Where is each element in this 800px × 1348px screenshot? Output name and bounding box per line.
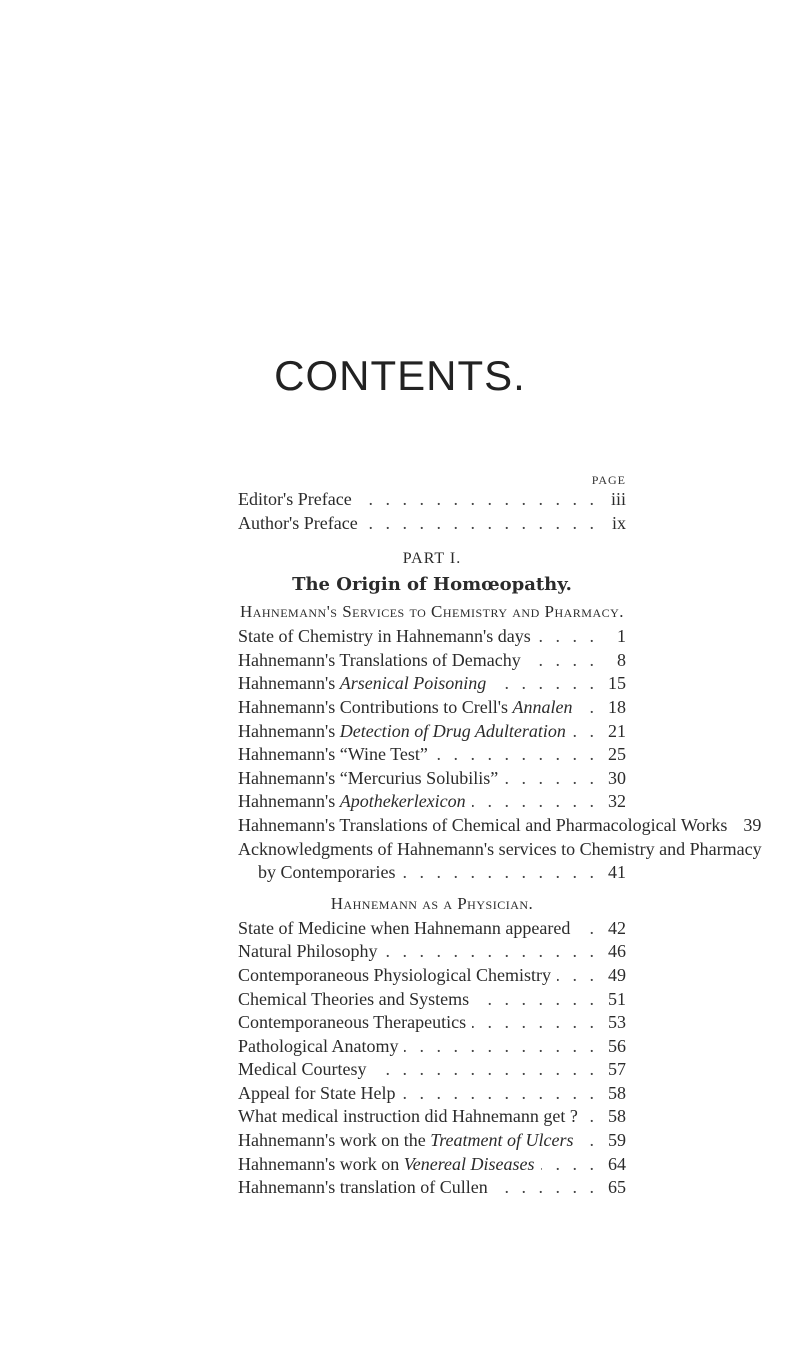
entry-label [238, 1129, 574, 1153]
entry-label: Hahnemann's translation of Cullen [238, 1177, 488, 1198]
dot-leader [358, 488, 598, 512]
entry-page: 46 [608, 941, 626, 962]
entry-label-continued: by Contemporaries [258, 862, 396, 883]
toc-entry [238, 1082, 626, 1106]
dot-leader [475, 988, 598, 1012]
entry-page: ix [611, 512, 626, 533]
entry-page: 57 [608, 1059, 626, 1080]
entry-page: 65 [608, 1177, 626, 1198]
toc-entry [238, 1129, 626, 1153]
toc-entry [238, 720, 626, 744]
entry-page: 49 [608, 964, 626, 985]
toc-entry [238, 1011, 626, 1035]
dot-leader [576, 917, 598, 941]
entry-page: 25 [608, 744, 626, 765]
entry-label-prefix: Hahnemann's [238, 673, 340, 694]
dot-leader [572, 720, 598, 744]
entry-label-title: Apothekerlexicon [339, 791, 466, 812]
toc-entry-acknowledgments-line2 [238, 861, 626, 885]
entry-page: 8 [617, 649, 626, 670]
entry-label: Hahnemann's “Wine Test” [238, 744, 428, 765]
entry-label-title: Detection of Drug Adulteration [339, 720, 566, 741]
entry-label-prefix: Hahnemann's work on the [238, 1130, 431, 1151]
entry-label: State of Chemistry in Hahnemann's days [238, 626, 531, 647]
entry-label: Chemical Theories and Systems [238, 988, 470, 1009]
dot-leader [537, 625, 598, 649]
entry-page: 32 [608, 791, 626, 812]
toc-entry-authors-preface [238, 512, 626, 536]
dot-leader [472, 790, 598, 814]
entry-label: Pathological Anatomy [238, 1035, 399, 1056]
entry-label-title: Annalen [512, 696, 573, 717]
entry-page: 59 [608, 1130, 626, 1151]
toc-entry [238, 1035, 626, 1059]
entry-page: iii [610, 489, 626, 509]
entry-label [238, 720, 566, 744]
entry-label [238, 790, 466, 814]
dot-leader [492, 672, 598, 696]
entry-label [238, 672, 486, 696]
toc-entry [238, 1058, 626, 1082]
entry-label: Natural Philosophy [238, 941, 378, 962]
toc-entry [238, 767, 626, 791]
dot-leader [372, 1058, 598, 1082]
entry-label-prefix: Hahnemann's [238, 791, 340, 812]
dot-leader [578, 696, 598, 720]
toc-entry [238, 1153, 626, 1177]
entry-label: What medical instruction did Hahnemann get ? [238, 1106, 578, 1127]
toc-entry [238, 1105, 626, 1129]
entry-label-title: Venereal Diseases [403, 1153, 535, 1174]
dot-leader [557, 964, 598, 988]
entry-label: Contemporaneous Physiological Chemistry [238, 964, 551, 985]
entry-label: Medical Courtesy [238, 1059, 367, 1080]
page-column-label: PAGE [591, 473, 626, 487]
entry-page: 21 [608, 720, 626, 741]
toc-entry [238, 672, 626, 696]
section-heading-physician: Hahnemann as a Physician. [330, 893, 534, 913]
dot-leader [401, 1082, 598, 1106]
entry-page: 30 [608, 767, 626, 788]
entry-page: 15 [608, 673, 626, 694]
toc-entry [238, 940, 626, 964]
toc-entry [238, 964, 626, 988]
entry-page: 56 [608, 1035, 626, 1056]
entry-label-prefix: Hahnemann's [238, 720, 340, 741]
toc-entry [238, 988, 626, 1012]
toc-entry [238, 917, 626, 941]
entry-label [238, 696, 572, 720]
entry-label: Hahnemann's “Mercurius Solubilis” [238, 767, 499, 788]
entry-label-prefix: Hahnemann's Contributions to Crell's [238, 696, 513, 717]
part-title: The Origin of Homœopathy. [292, 574, 572, 596]
entry-label: Editor's Preface [238, 489, 352, 509]
entry-label: Hahnemann's Translations of Chemical and Pharmacological Works [238, 814, 728, 835]
dot-leader [527, 649, 598, 673]
toc-entry [238, 649, 626, 673]
entry-page: 58 [608, 1106, 626, 1127]
toc-entry-editors-preface [238, 488, 626, 512]
entry-label: Author's Preface [238, 512, 358, 533]
toc-entry [238, 814, 762, 838]
toc-entry [238, 743, 626, 767]
entry-page: 42 [608, 917, 626, 938]
entry-label: Hahnemann's Translations of Demachy [238, 649, 521, 670]
entry-page: 18 [608, 696, 626, 717]
entry-label [238, 1153, 535, 1177]
toc-entry-acknowledgments-line1 [238, 838, 762, 862]
toc-entry [238, 1176, 626, 1200]
part-label: PART I. [402, 550, 462, 568]
page-title: CONTENTS. [274, 352, 526, 399]
entry-page: 51 [608, 988, 626, 1009]
toc-entry [238, 625, 626, 649]
entry-page: 58 [608, 1082, 626, 1103]
entry-page: 53 [608, 1012, 626, 1033]
dot-leader [580, 1129, 598, 1153]
dot-leader [434, 743, 598, 767]
table-of-contents [238, 472, 762, 1200]
dot-leader [364, 512, 598, 536]
entry-page: 64 [608, 1153, 626, 1174]
dot-leader [404, 1035, 598, 1059]
entry-label-title: Arsenical Poisoning [339, 673, 487, 694]
dot-leader [494, 1176, 598, 1200]
entry-page: 39 [743, 814, 762, 835]
toc-entry [238, 790, 626, 814]
entry-page: 41 [608, 862, 626, 883]
dot-leader [401, 861, 598, 885]
dot-leader [541, 1153, 598, 1177]
dot-leader [384, 940, 599, 964]
entry-label: Acknowledgments of Hahnemann's services to Chemistry and Pharmacy [238, 838, 762, 859]
entry-label: State of Medicine when Hahnemann appeared [238, 917, 571, 938]
entry-label-title: Treatment of Ulcers [430, 1130, 574, 1151]
dot-leader [472, 1011, 598, 1035]
entry-label: Appeal for State Help [238, 1082, 396, 1103]
entry-label: Contemporaneous Therapeutics [238, 1012, 467, 1033]
dot-leader [504, 767, 598, 791]
toc-entry [238, 696, 626, 720]
section-heading-chemistry: Hahnemann's Services to Chemistry and Pharmacy. [239, 602, 625, 622]
entry-page: 1 [617, 626, 626, 647]
entry-label-prefix: Hahnemann's work on [238, 1153, 404, 1174]
dot-leader [584, 1105, 598, 1129]
